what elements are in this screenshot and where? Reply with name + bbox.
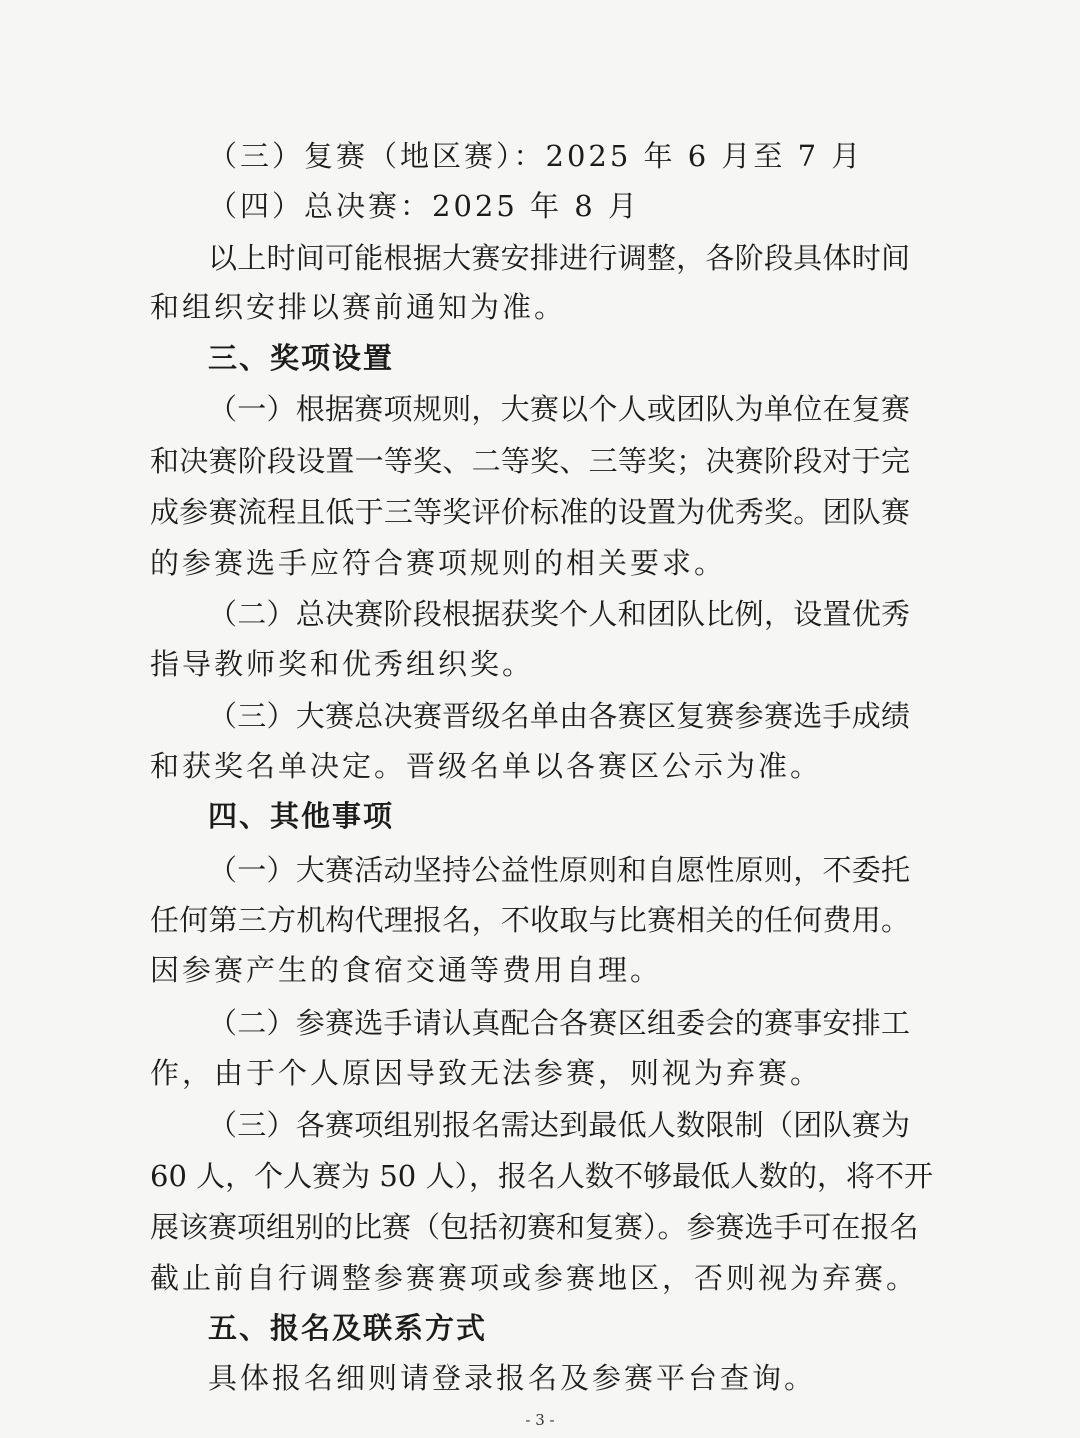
paragraph-line: 以上时间可能根据大赛安排进行调整，各阶段具体时间 xyxy=(208,241,910,275)
paragraph-line: （三）大赛总决赛晋级名单由各赛区复赛参赛选手成绩 xyxy=(208,699,910,733)
page-number: - 3 - xyxy=(525,1411,555,1429)
section-heading-other: 四、其他事项 xyxy=(208,799,395,833)
paragraph-line: 任何第三方机构代理报名，不收取与比赛相关的任何费用。 xyxy=(150,903,910,937)
paragraph-line: 作，由于个人原因导致无法参赛，则视为弃赛。 xyxy=(150,1056,823,1090)
section-heading-registration: 五、报名及联系方式 xyxy=(208,1311,488,1345)
paragraph-line: （二）总决赛阶段根据获奖个人和团队比例，设置优秀 xyxy=(208,597,910,631)
paragraph-line: 指导教师奖和优秀组织奖。 xyxy=(150,647,535,681)
paragraph-line: 60 人，个人赛为 50 人），报名人数不够最低人数的，将不开 xyxy=(150,1159,933,1193)
paragraph-line: 成参赛流程且低于三等奖评价标准的设置为优秀奖。团队赛 xyxy=(150,495,910,529)
schedule-item-4: （四）总决赛：2025 年 8 月 xyxy=(208,189,640,223)
paragraph-line: （二）参赛选手请认真配合各赛区组委会的赛事安排工 xyxy=(208,1006,910,1040)
paragraph-line: （一）根据赛项规则，大赛以个人或团队为单位在复赛 xyxy=(208,392,910,426)
paragraph-line: 的参赛选手应符合赛项规则的相关要求。 xyxy=(150,546,727,580)
paragraph-line: （三）各赛项组别报名需达到最低人数限制（团队赛为 xyxy=(208,1108,910,1142)
paragraph-line: 具体报名细则请登录报名及参赛平台查询。 xyxy=(208,1361,817,1395)
paragraph-line: 和决赛阶段设置一等奖、二等奖、三等奖；决赛阶段对于完 xyxy=(150,444,910,478)
section-heading-awards: 三、奖项设置 xyxy=(208,341,395,375)
paragraph-line: 和组织安排以赛前通知为准。 xyxy=(150,290,567,324)
schedule-item-3: （三）复赛（地区赛）：2025 年 6 月至 7 月 xyxy=(208,139,864,173)
paragraph-line: 因参赛产生的食宿交通等费用自理。 xyxy=(150,953,663,987)
paragraph-line: 截止前自行调整参赛赛项或参赛地区，否则视为弃赛。 xyxy=(150,1261,919,1295)
paragraph-line: 和获奖名单决定。晋级名单以各赛区公示为准。 xyxy=(150,749,823,783)
paragraph-line: 展该赛项组别的比赛（包括初赛和复赛）。参赛选手可在报名 xyxy=(150,1210,919,1244)
paragraph-line: （一）大赛活动坚持公益性原则和自愿性原则，不委托 xyxy=(208,853,910,887)
